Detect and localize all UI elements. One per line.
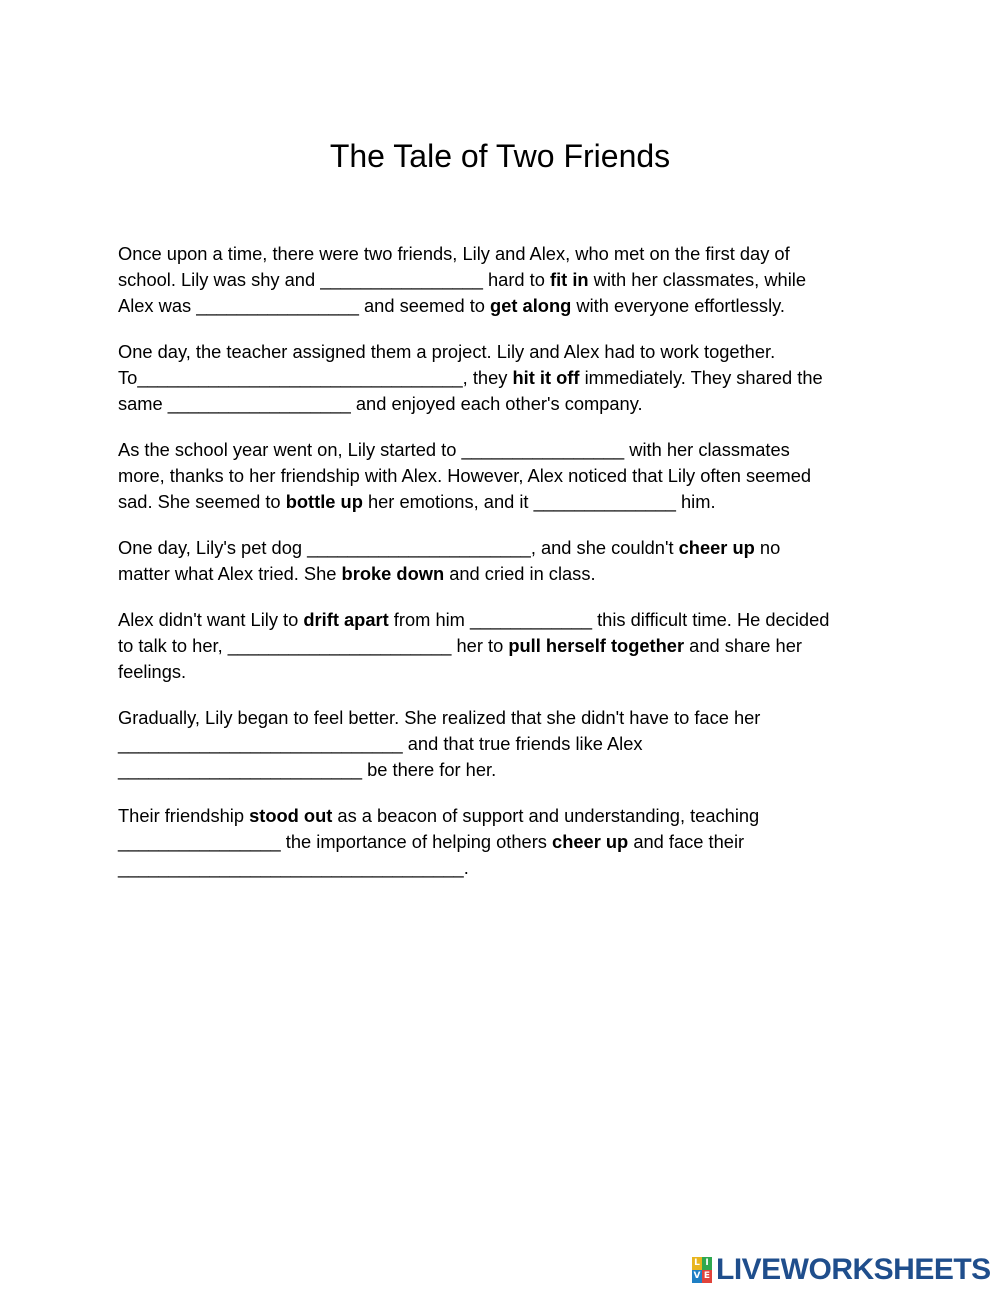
phrasal-verb: bottle up <box>285 491 363 512</box>
phrasal-verb: broke down <box>341 563 445 584</box>
text-line <box>118 463 898 489</box>
sentence-text: with her classmates <box>624 439 790 460</box>
sentence-text: Their friendship <box>118 805 250 826</box>
answer-blank[interactable]: ____________________________ <box>118 733 403 754</box>
sentence-text: and cried in class. <box>444 563 596 584</box>
liveworksheets-brand-text: LIVEWORKSHEETS <box>716 1253 991 1286</box>
sentence-text: One day, Lily's pet dog <box>118 537 308 558</box>
sentence-text: him. <box>675 491 716 512</box>
sentence-text: sad. She seemed to <box>118 491 286 512</box>
sentence-text: same <box>118 393 168 414</box>
paragraph <box>118 705 898 783</box>
sentence-text: be there for her. <box>362 759 497 780</box>
worksheet-body <box>118 241 898 901</box>
text-line <box>118 731 898 757</box>
sentence-text: and that true friends like Alex <box>402 733 643 754</box>
sentence-text: and enjoyed each other's company. <box>350 393 643 414</box>
sentence-text: and seemed to <box>358 295 491 316</box>
logo-letter-tile: V <box>693 1271 701 1281</box>
text-line <box>118 607 898 633</box>
sentence-text: Alex didn't want Lily to <box>118 609 304 630</box>
answer-blank[interactable]: ________________________________ <box>137 367 463 388</box>
sentence-text: this difficult time. He decided <box>592 609 830 630</box>
sentence-text: as a beacon of support and understanding, teaching <box>332 805 760 826</box>
sentence-text: immediately. They shared the <box>579 367 823 388</box>
sentence-text: and share her <box>684 635 802 656</box>
sentence-text: . <box>463 857 469 878</box>
phrasal-verb: pull herself together <box>508 635 685 656</box>
text-line <box>118 391 898 417</box>
page-title: The Tale of Two Friends <box>329 138 671 174</box>
sentence-text: with everyone effortlessly. <box>571 295 785 316</box>
logo-letter-tile: E <box>703 1271 711 1281</box>
paragraph <box>118 803 898 881</box>
sentence-text: , and she couldn't <box>530 537 679 558</box>
text-line <box>118 829 898 855</box>
answer-blank[interactable]: ______________________ <box>227 635 452 656</box>
text-line <box>118 365 898 391</box>
text-line <box>118 855 898 881</box>
phrasal-verb: cheer up <box>552 831 629 852</box>
sentence-text: Once upon a time, there were two friends, Lily and Alex, who met on the first day of <box>118 243 790 264</box>
answer-blank[interactable]: __________________________________ <box>118 857 464 878</box>
sentence-text: school. Lily was shy and <box>118 269 321 290</box>
phrasal-verb: get along <box>490 295 572 316</box>
sentence-text: her to <box>451 635 509 656</box>
paragraph <box>118 339 898 417</box>
sentence-text: with her classmates, while <box>588 269 806 290</box>
text-line <box>118 293 898 319</box>
logo-letter-tile: L <box>692 1257 702 1270</box>
liveworksheets-logo <box>692 1254 991 1286</box>
text-line <box>118 633 898 659</box>
sentence-text: Alex was <box>118 295 197 316</box>
phrasal-verb: fit in <box>549 269 589 290</box>
sentence-text: One day, the teacher assigned them a project. Lily and Alex had to work together. <box>118 341 776 362</box>
answer-blank[interactable]: ________________ <box>320 269 483 290</box>
sentence-text: matter what Alex tried. She <box>118 563 342 584</box>
sentence-text: from him <box>388 609 470 630</box>
text-line <box>118 489 898 515</box>
sentence-text: the importance of helping others <box>280 831 553 852</box>
sentence-text: and face their <box>628 831 745 852</box>
text-line <box>118 705 898 731</box>
sentence-text: To <box>118 367 138 388</box>
text-line <box>118 339 898 365</box>
answer-blank[interactable]: ________________ <box>461 439 625 460</box>
sentence-text: no <box>754 537 781 558</box>
text-line <box>118 267 898 293</box>
logo-letter-tile: I <box>702 1257 712 1270</box>
sentence-text: her emotions, and it <box>362 491 534 512</box>
phrasal-verb: cheer up <box>678 537 755 558</box>
answer-blank[interactable]: ____________ <box>469 609 592 630</box>
sentence-text: hard to <box>482 269 550 290</box>
text-line <box>118 659 898 685</box>
text-line <box>118 437 898 463</box>
answer-blank[interactable]: ______________ <box>533 491 676 512</box>
sentence-text: As the school year went on, Lily started to <box>118 439 462 460</box>
phrasal-verb: hit it off <box>512 367 580 388</box>
sentence-text: to talk to her, <box>118 635 228 656</box>
phrasal-verb: stood out <box>249 805 333 826</box>
sentence-text: feelings. <box>118 661 187 682</box>
text-line <box>118 561 898 587</box>
answer-blank[interactable]: ______________________ <box>307 537 531 558</box>
paragraph <box>118 607 898 685</box>
paragraph <box>118 437 898 515</box>
text-line <box>118 757 898 783</box>
answer-blank[interactable]: __________________ <box>167 393 351 414</box>
text-line <box>118 803 898 829</box>
answer-blank[interactable]: ________________________ <box>118 759 363 780</box>
text-line <box>118 241 898 267</box>
answer-blank[interactable]: ________________ <box>196 295 359 316</box>
paragraph <box>118 241 898 319</box>
phrasal-verb: drift apart <box>303 609 389 630</box>
text-line <box>118 535 898 561</box>
sentence-text: more, thanks to her friendship with Alex. However, Alex noticed that Lily often seemed <box>118 465 812 486</box>
liveworksheets-logo-icon <box>692 1257 712 1283</box>
sentence-text: , they <box>462 367 513 388</box>
answer-blank[interactable]: ________________ <box>118 831 281 852</box>
paragraph <box>118 535 898 587</box>
sentence-text: Gradually, Lily began to feel better. She realized that she didn't have to face her <box>118 707 761 728</box>
